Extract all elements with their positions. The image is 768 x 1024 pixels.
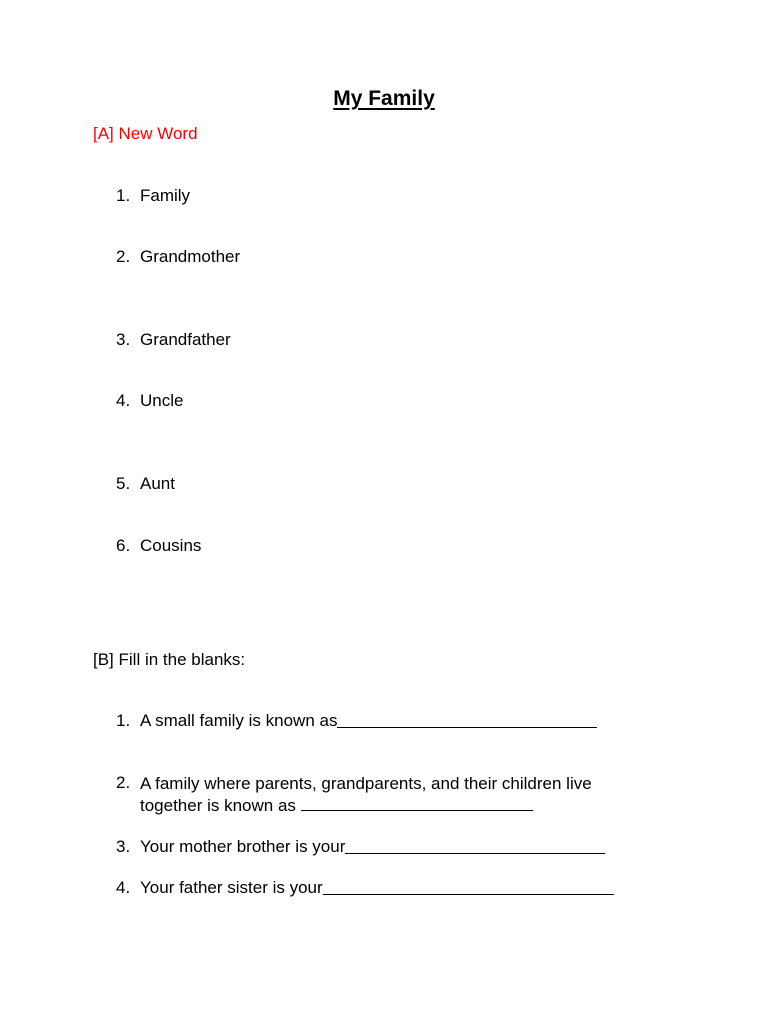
vocab-item <box>116 330 231 350</box>
vocab-item-text: Aunt <box>140 474 175 493</box>
fill-blank-text-line: A family where parents, grandparents, and their children live <box>140 774 592 793</box>
vocab-item-text: Grandmother <box>140 247 241 266</box>
fill-blank-text-block <box>140 773 592 816</box>
page-title: My Family <box>333 87 435 110</box>
vocab-item-number: 2. <box>116 247 131 266</box>
answer-blank-line[interactable] <box>301 794 533 811</box>
fill-blank-item <box>116 711 597 731</box>
fill-blank-number: 4. <box>116 878 131 897</box>
fill-blank-text: together is known as <box>140 796 301 815</box>
fill-blank-text-line-2 <box>140 794 592 816</box>
fill-blank-number: 2. <box>116 773 131 792</box>
fill-blank-text: A small family is known as <box>140 711 338 730</box>
vocab-item <box>116 391 183 411</box>
fill-blank-item <box>116 773 592 816</box>
vocab-item-number: 5. <box>116 474 131 493</box>
vocab-item <box>116 247 240 267</box>
vocab-item <box>116 536 201 556</box>
vocab-item-number: 6. <box>116 536 131 555</box>
vocab-item-text: Grandfather <box>140 330 231 349</box>
vocab-item-number: 4. <box>116 391 131 410</box>
fill-blank-text: Your father sister is your <box>140 878 323 897</box>
vocab-item <box>116 186 190 206</box>
vocab-item-text: Cousins <box>140 536 202 555</box>
fill-blank-number: 3. <box>116 837 131 856</box>
vocab-item-text: Uncle <box>140 391 184 410</box>
answer-blank-line[interactable] <box>345 837 605 854</box>
vocab-item-text: Family <box>140 186 191 205</box>
answer-blank-line[interactable] <box>323 878 614 895</box>
fill-blank-number: 1. <box>116 711 131 730</box>
answer-blank-line[interactable] <box>337 711 597 728</box>
section-a-heading: [A] New Word <box>93 124 198 143</box>
vocab-item-number: 3. <box>116 330 131 349</box>
fill-blank-item <box>116 878 614 898</box>
fill-blank-item <box>116 837 605 857</box>
vocab-item-number: 1. <box>116 186 131 205</box>
section-b-heading: [B] Fill in the blanks: <box>93 650 246 669</box>
vocab-item <box>116 474 175 494</box>
fill-blank-text: Your mother brother is your <box>140 837 346 856</box>
